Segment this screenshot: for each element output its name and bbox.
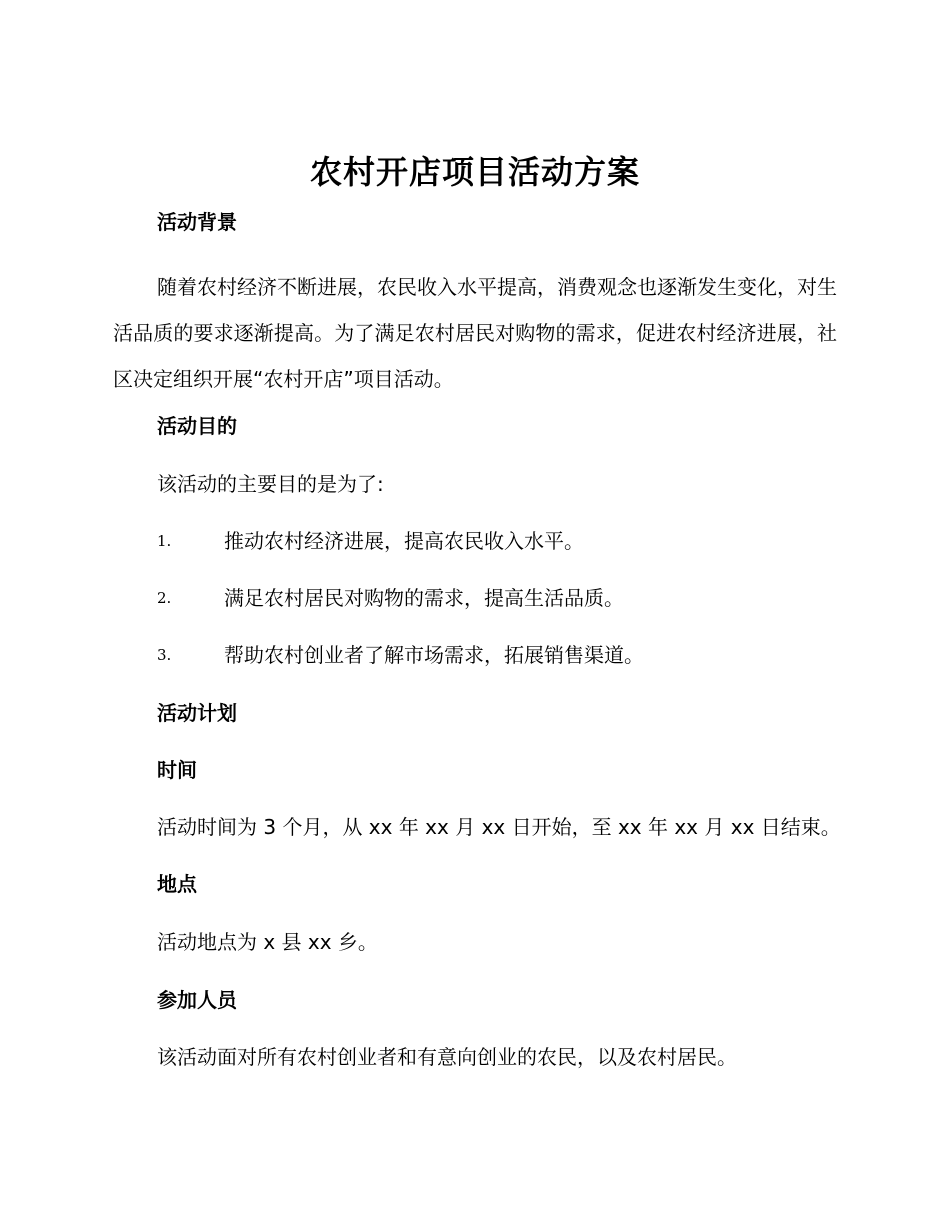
list-item-text: 推动农村经济进展，提高农民收入水平。 [224, 529, 584, 553]
heading-participants: 参加人员 [157, 988, 237, 1012]
list-item-number: 2. [157, 589, 172, 607]
paragraph-participants: 该活动面对所有农村创业者和有意向创业的农民，以及农村居民。 [157, 1045, 737, 1069]
heading-plan: 活动计划 [157, 701, 237, 725]
paragraph-location: 活动地点为 x 县 xx 乡。 [157, 930, 378, 954]
paragraph-time: 活动时间为 3 个月，从 xx 年 xx 月 xx 日开始，至 xx 年 xx 月 xx 日结束。 [157, 815, 841, 839]
heading-time: 时间 [157, 758, 197, 782]
list-item-text: 帮助农村创业者了解市场需求，拓展销售渠道。 [224, 643, 644, 667]
heading-location: 地点 [157, 872, 197, 896]
heading-purpose: 活动目的 [157, 414, 237, 438]
paragraph-purpose-intro: 该活动的主要目的是为了: [157, 472, 384, 496]
list-item-number: 3. [157, 646, 172, 664]
list-item-number: 1. [157, 532, 172, 550]
document-title: 农村开店项目活动方案 [309, 153, 640, 191]
paragraph-background: 随着农村经济不断进展，农民收入水平提高，消费观念也逐渐发生变化，对生活品质的要求逐渐提高。为了满足农村居民对购物的需求，促进农村经济进展，社区决定组织开展“农村开店”项目活动。 [113, 275, 837, 391]
heading-background: 活动背景 [157, 210, 237, 234]
list-item-text: 满足农村居民对购物的需求，提高生活品质。 [224, 586, 624, 610]
